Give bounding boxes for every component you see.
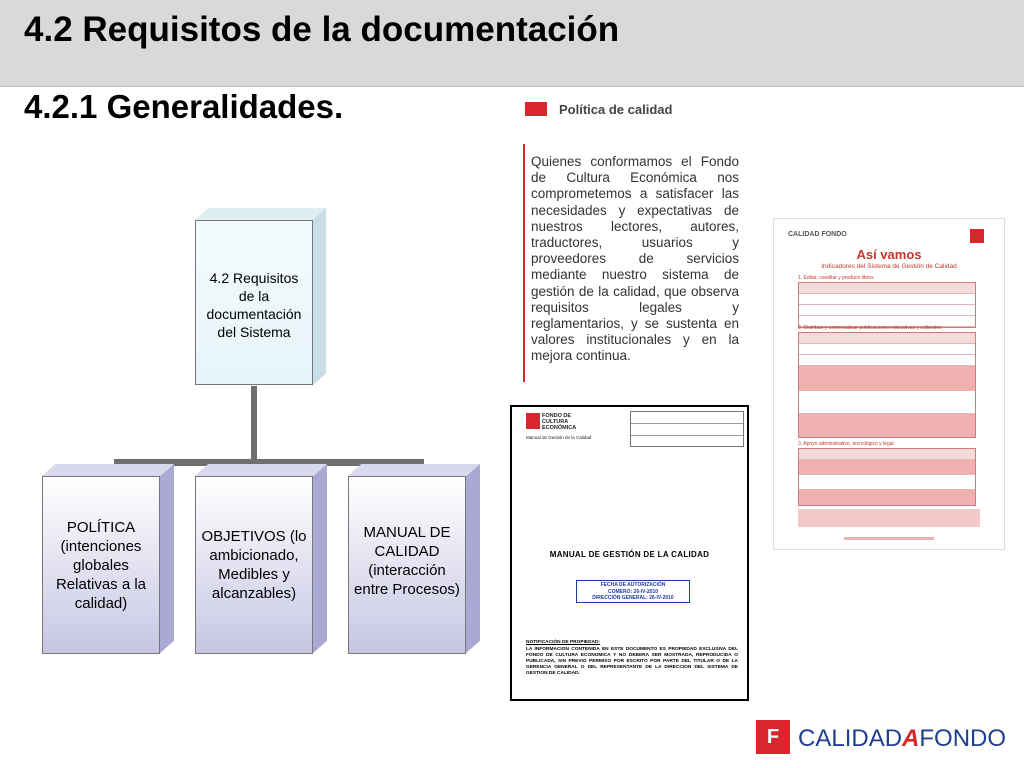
fce-logo-icon: [970, 229, 984, 243]
title-bar: [0, 0, 1024, 87]
diagram-box-objetivos: [195, 476, 327, 654]
fce-logo-icon: F: [756, 720, 790, 754]
logo-word-left: CALIDAD: [798, 725, 903, 752]
politica-box-top: [42, 464, 174, 476]
manual-brand: FONDO DE CULTURA ECONÓMICA: [542, 413, 577, 431]
objetivos-box-top: [195, 464, 327, 476]
connector-root-stem: [251, 386, 257, 462]
indicators-section-1: 1. Editar, coeditar y producir libros: [798, 275, 874, 281]
politica-box-label: POLÍTICA (intenciones globales Relativas a la calidad): [42, 476, 160, 654]
logo-word-middle: A: [902, 725, 920, 752]
manual-box-label: MANUAL DE CALIDAD (interacción entre Procesos): [348, 476, 466, 654]
manual-auth-label: FECHA DE AUTORIZACIÓN: [600, 582, 666, 588]
logo-wordmark: [798, 725, 1006, 753]
politica-box-side: [159, 464, 174, 654]
diagram-box-politica: [42, 476, 174, 654]
indicators-table-3: [798, 448, 976, 506]
indicators-table-1: [798, 282, 976, 328]
manual-title: MANUAL DE GESTIÓN DE LA CALIDAD: [549, 550, 710, 559]
manual-auth-box: [576, 580, 690, 603]
objetivos-box-label: OBJETIVOS (lo ambicionado, Medibles y alcanzables): [195, 476, 313, 654]
objetivos-box-side: [312, 464, 327, 654]
root-box-side: [312, 208, 326, 386]
manual-header-grid: [630, 411, 744, 447]
manual-notice-text: LA INFORMACION CONTENIDA EN ESTE DOCUMENTO ES PROPIEDAD EXCLUSIVA DEL FONDO DE CULTURA ECONOMICA Y NO DEBERA SER MOSTRADA, REPRODUCIDA O PUBLICADA, SIN PREVIO PERMISO POR ESCRITO POR PARTE DEL TITULAR O DE LA GERENCIA GENERAL O DEL REPRESENTANTE DE LA DIRECCION DEL SISTEMA DE GESTION DE CALIDAD.: [526, 647, 738, 676]
policy-red-line: [523, 144, 525, 382]
policy-image: [517, 96, 745, 382]
manual-auth-line1: COMERO: 26-IV-2010: [607, 588, 659, 595]
manual-notice-heading: NOTIFICACIÓN DE PROPIEDAD:: [526, 640, 601, 645]
logo-word-right: FONDO: [919, 725, 1007, 752]
indicators-logo: CALIDAD FONDO: [788, 231, 847, 238]
indicators-section-3: 3. Apoyo administrativo, tecnológico y legal: [798, 441, 894, 447]
root-box-label: 4.2 Requisitos de la documentación del Sistema: [195, 220, 313, 385]
policy-red-bar: [525, 102, 547, 116]
indicators-section-2: 2. Distribuir y comercializar publicaciones educativas y culturales: [798, 325, 942, 331]
policy-text: Quienes conformamos el Fondo de Cultura Económica nos comprometemos a satisfacer las necesidades y expectativas de nuestros lectores, autores, traductores, usuarios y proveedores de servicios mediante nuestro sistema de gestión de la calidad, que observa requisitos legales y reglamentarios, y se sustenta en valores institucionales y en la mejora continua.: [531, 154, 739, 364]
indicators-image: [773, 218, 1005, 550]
calidad-fondo-logo: [756, 720, 1006, 756]
manual-image: [510, 405, 749, 701]
slide-title: 4.2 Requisitos de la documentación: [24, 10, 620, 49]
slide-subtitle: 4.2.1 Generalidades.: [24, 88, 344, 125]
manual-auth-line2: DIRECCIÓN GENERAL: 26-IV-2010: [592, 595, 674, 601]
indicators-table-2: [798, 332, 976, 438]
manual-box-top: [348, 464, 480, 476]
diagram-box-manual: [348, 476, 480, 654]
indicators-note: [798, 509, 980, 527]
indicators-footer: [844, 537, 934, 540]
manual-header-label: Manual de Gestión de la Calidad: [526, 435, 592, 440]
diagram-root-box: [195, 208, 327, 388]
root-box-top: [195, 208, 326, 220]
policy-title: Política de calidad: [559, 102, 673, 117]
indicators-heading: Así vamos: [856, 247, 922, 262]
manual-fce-logo-icon: [526, 413, 540, 429]
indicators-subheading: Indicadores del Sistema de Gestión de Calidad: [821, 263, 957, 270]
manual-box-side: [465, 464, 480, 654]
